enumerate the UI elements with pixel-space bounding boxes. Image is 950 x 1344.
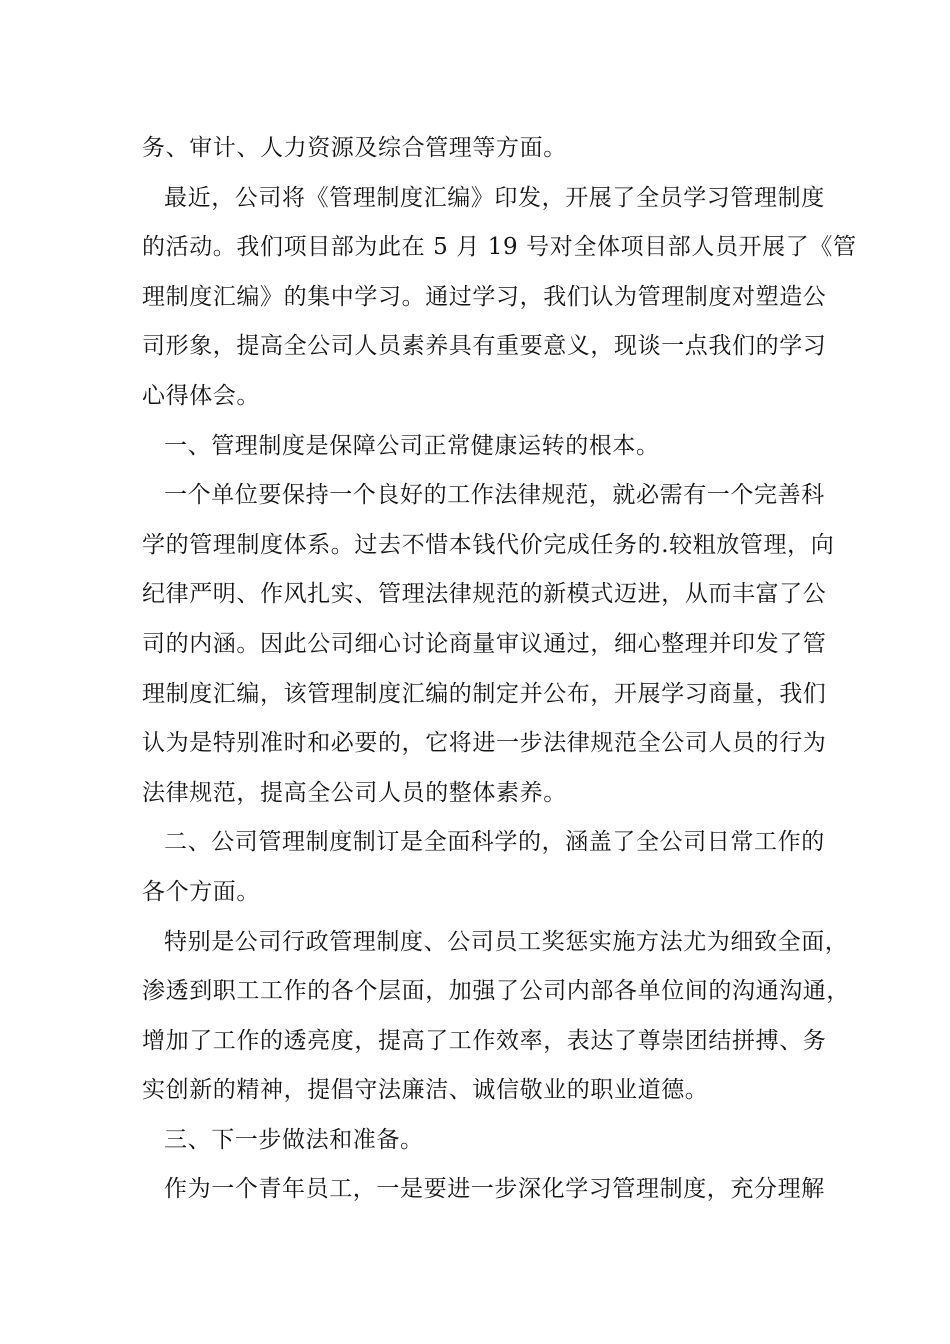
text-line: 理制度汇编，该管理制度汇编的制定并公布，开展学习商量，我们 (142, 680, 827, 707)
text-line: 作为一个青年员工，一是要进一步深化学习管理制度，充分理解 (164, 1176, 825, 1203)
text-line: 法律规范，提高全公司人员的整体素养。 (142, 779, 567, 806)
text-line: 渗透到职工工作的各个层面，加强了公司内部各单位间的沟通沟通， (142, 978, 850, 1005)
section-heading: 二、公司管理制度制订是全面科学的，涵盖了全公司日常工作的 (164, 829, 825, 856)
text-line: 实创新的精神，提倡守法廉洁、诚信敬业的职业道德。 (142, 1077, 709, 1104)
text-line: 司的内涵。因此公司细心讨论商量审议通过，细心整理并印发了管 (142, 630, 827, 657)
text-line: 的活动。我们项目部为此在 5 月 19 号对全体项目部人员开展了《管 (142, 234, 857, 261)
text-line: 务、审计、人力资源及综合管理等方面。 (142, 135, 567, 161)
text-line: 各个方面。 (142, 878, 260, 905)
text-line: 心得体会。 (142, 382, 260, 409)
text-line: 最近，公司将《管理制度汇编》印发，开展了全员学习管理制度 (164, 184, 825, 211)
text-line: 纪律严明、作风扎实、管理法律规范的新模式迈进，从而丰富了公 (142, 581, 827, 608)
section-heading: 一、管理制度是保障公司正常健康运转的根本。 (164, 432, 660, 459)
text-line: 学的管理制度体系。过去不惜本钱代价完成任务的.较粗放管理，向 (142, 531, 835, 558)
text-line: 特别是公司行政管理制度、公司员工奖惩实施方法尤为细致全面， (164, 928, 849, 955)
text-line: 理制度汇编》的集中学习。通过学习，我们认为管理制度对塑造公 (142, 283, 827, 310)
text-line: 司形象，提高全公司人员素养具有重要意义，现谈一点我们的学习 (142, 333, 827, 360)
section-heading: 三、下一步做法和准备。 (164, 1126, 424, 1153)
text-line: 增加了工作的透亮度，提高了工作效率，表达了尊崇团结拼搏、务 (142, 1027, 827, 1054)
document-body (142, 124, 857, 1215)
text-line: 认为是特别准时和必要的，它将进一步法律规范全公司人员的行为 (142, 730, 827, 757)
text-line: 一个单位要保持一个良好的工作法律规范，就必需有一个完善科 (164, 482, 825, 509)
